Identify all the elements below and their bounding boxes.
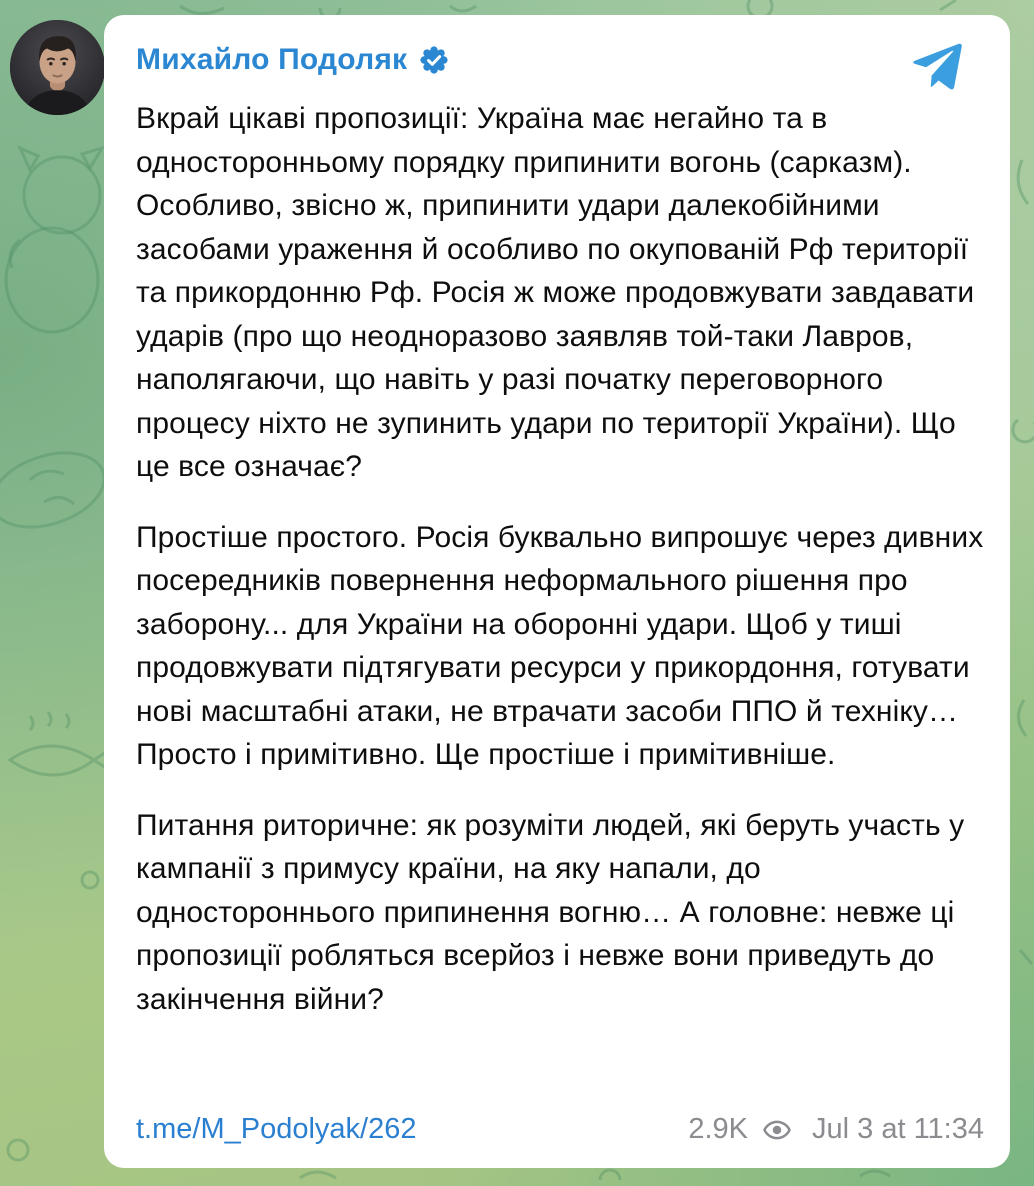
avatar-portrait bbox=[10, 20, 105, 115]
message-footer bbox=[136, 1113, 984, 1146]
timestamp: Jul 3 at 11:34 bbox=[812, 1113, 984, 1145]
post-link[interactable]: t.me/M_Podolyak/262 bbox=[136, 1113, 417, 1145]
avatar[interactable] bbox=[10, 20, 105, 115]
paragraph-3: Питання риторичне: як розуміти людей, які беруть участь у кампанії з примусу країни, на яку напали, до одностороннього припинення вогню… А головне: невже ці пропозиції робляться всерйоз і невже вони приведуть до закінчення війни? bbox=[136, 808, 965, 1016]
message-meta bbox=[688, 1113, 984, 1146]
paragraph-1: Вкрай цікаві пропозиції: Україна має негайно та в односторонньому порядку припинити вогонь (сарказм). Особливо, звісно ж, припинити удари далекобійними засобами ураження й особливо по окупованій Рф території та прикордонню Рф. Росія ж може продовжувати завдавати ударів (про що неодноразово заявляв той-таки Лавров, наполягаючи, що навіть у разі початку переговорного процесу ніхто не зупинить удари по території України). Що це все означає? bbox=[136, 102, 975, 483]
verified-badge-icon bbox=[419, 45, 449, 75]
author-name[interactable]: Михайло Подоляк bbox=[136, 43, 408, 76]
message-text bbox=[136, 97, 984, 1021]
message-header bbox=[136, 41, 984, 79]
eye-icon bbox=[762, 1115, 792, 1145]
view-count: 2.9K bbox=[688, 1113, 749, 1145]
paragraph-2: Простіше простого. Росія буквально випрошує через дивних посередників повернення неформального рішення про заборону... для України на оборонні удари. Щоб у тиші продовжувати підтягувати ресурси у прикордоння, готувати нові масштабні атаки, не втрачати засоби ППО й техніку… Просто і примітивно. Ще простіше і примітивніше. bbox=[136, 520, 984, 771]
telegram-plane-icon[interactable] bbox=[910, 39, 966, 91]
message-bubble bbox=[104, 15, 1010, 1168]
